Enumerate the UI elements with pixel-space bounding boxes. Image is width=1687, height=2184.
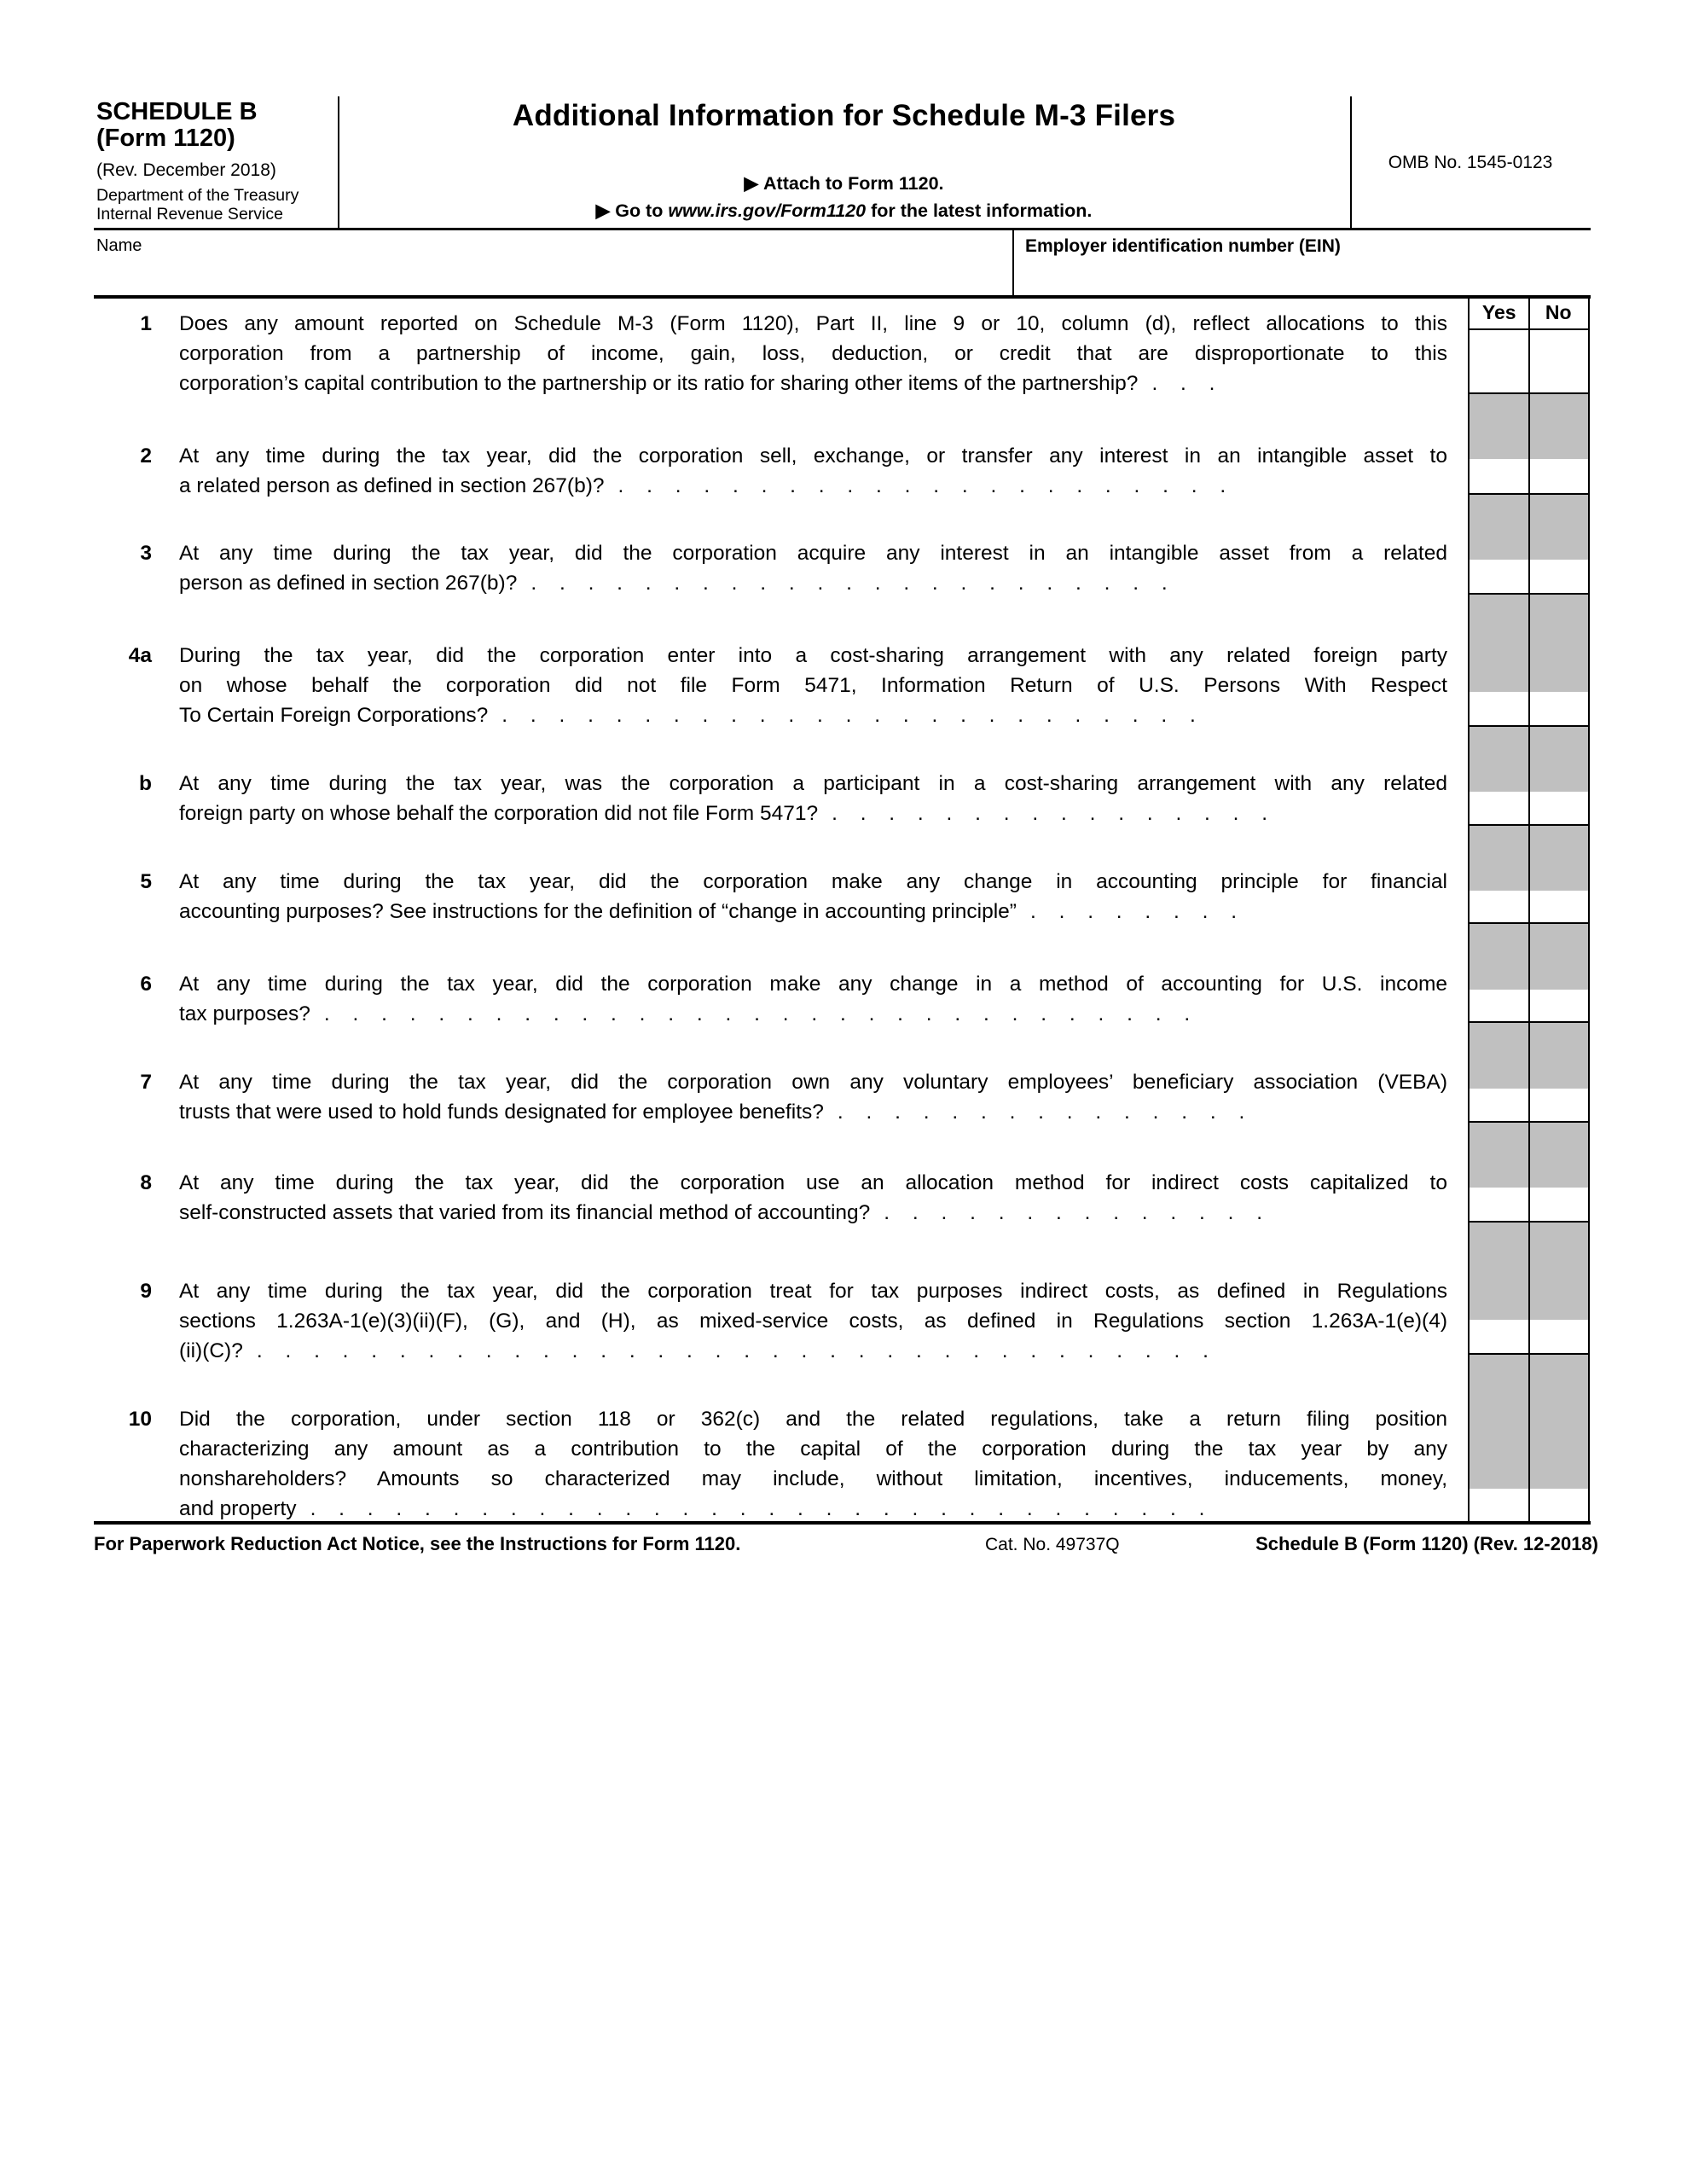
q6-no-cell[interactable] <box>1530 924 1588 1021</box>
paperwork-notice: For Paperwork Reduction Act Notice, see the Instructions for Form 1120. <box>94 1533 741 1554</box>
question-2-line-1: At any time during the tax year, did the corporation sell, exchange, or transfer any interest in an intangible asset to <box>179 444 1447 468</box>
question-9-line-3 <box>179 1336 1447 1366</box>
q1-no-cell[interactable] <box>1530 330 1588 392</box>
question-4a <box>94 641 1447 730</box>
q1-yes-cell[interactable] <box>1470 330 1528 392</box>
question-7-number: 7 <box>140 1071 152 1094</box>
omb-number: OMB No. 1545-0123 <box>1388 153 1553 172</box>
agency-block <box>96 187 335 224</box>
question-4b-line-2 <box>179 799 1447 828</box>
catalog-number: Cat. No. 49737Q <box>985 1535 1120 1554</box>
attach-instruction <box>339 173 1348 195</box>
q4b-no-cell[interactable] <box>1530 727 1588 824</box>
question-4b-text <box>179 769 1447 828</box>
question-5-line-2 <box>179 897 1447 926</box>
yes-column-header: Yes <box>1481 301 1516 323</box>
question-8-number: 8 <box>140 1171 152 1194</box>
irs-url: www.irs.gov/Form1120 <box>668 200 867 221</box>
question-6-number: 6 <box>140 973 152 996</box>
question-9-text <box>179 1276 1447 1366</box>
question-8 <box>94 1168 1447 1228</box>
question-1-line-1: Does any amount reported on Schedule M-3 (Form 1120), Part II, line 9 or 10, column (d), reflect allocations to this <box>179 312 1447 335</box>
name-row-rule <box>94 295 1591 299</box>
question-6-text <box>179 969 1447 1029</box>
q2-no-cell[interactable] <box>1530 394 1588 493</box>
question-2-number: 2 <box>140 444 152 468</box>
question-4b-last-line-text: foreign party on whose behalf the corporation did not file Form 5471? <box>179 802 819 825</box>
question-1-line-3 <box>179 369 1447 398</box>
footer-form-id: Schedule B (Form 1120) (Rev. 12-2018) <box>1255 1533 1598 1554</box>
question-4a-line-1: During the tax year, did the corporation enter into a cost-sharing arrangement with any related foreign party <box>179 644 1447 667</box>
question-2-line-2 <box>179 471 1447 501</box>
question-3-text <box>179 538 1447 598</box>
q7-no-cell[interactable] <box>1530 1023 1588 1121</box>
q9-yes-cell[interactable] <box>1470 1223 1528 1353</box>
question-10-number: 10 <box>128 1408 152 1431</box>
question-10-line-3: nonshareholders? Amounts so characterized may include, without limitation, incentives, inducements, money, <box>179 1467 1447 1490</box>
question-5 <box>94 867 1447 926</box>
question-4b <box>94 769 1447 828</box>
question-1 <box>94 309 1447 398</box>
agency-line-1: Department of the Treasury <box>96 186 299 205</box>
question-9-line-2: sections 1.263A-1(e)(3)(ii)(F), (G), and (H), as mixed-service costs, as defined in Regulations section 1.263A-1(e)(4) <box>179 1310 1447 1333</box>
question-3-line-2 <box>179 568 1447 598</box>
question-7-text <box>179 1067 1447 1127</box>
question-1-last-line-text: corporation’s capital contribution to the partnership or its ratio for sharing other items of the partnership? <box>179 372 1139 395</box>
question-10-last-line-text: and property <box>179 1497 297 1520</box>
question-6-line-2 <box>179 999 1447 1029</box>
q6-yes-cell[interactable] <box>1470 924 1528 1021</box>
question-10 <box>94 1404 1447 1524</box>
question-4b-line-1: At any time during the tax year, was the corporation a participant in a cost-sharing arrangement with any related <box>179 772 1447 795</box>
question-5-last-line-text: accounting purposes? See instructions for the definition of “change in accounting principle” <box>179 900 1017 923</box>
form-id-block <box>96 99 335 224</box>
goto-instruction <box>339 200 1348 222</box>
dot-leader: . . . . . . . . . . . . . . . . . . . . . . . . . . . . . . . . . . <box>256 1339 1217 1362</box>
question-5-text <box>179 867 1447 926</box>
question-3-line-1: At any time during the tax year, did the corporation acquire any interest in an intangible asset from a related <box>179 542 1447 565</box>
q3-no-cell[interactable] <box>1530 495 1588 593</box>
q4a-yes-cell[interactable] <box>1470 595 1528 725</box>
question-3-number: 3 <box>140 542 152 565</box>
right-arrow-icon: ▶ <box>744 173 759 194</box>
bottom-rule <box>94 1521 1591 1525</box>
question-4a-line-3 <box>179 700 1447 730</box>
question-4b-number: b <box>139 772 152 795</box>
q5-yes-cell[interactable] <box>1470 826 1528 922</box>
question-5-line-1: At any time during the tax year, did the corporation make any change in accounting principle for financial <box>179 870 1447 893</box>
dot-leader: . . . . . . . . . . . . . . . . <box>832 802 1277 825</box>
right-arrow-icon: ▶ <box>595 200 611 221</box>
question-7 <box>94 1067 1447 1127</box>
q2-yes-cell[interactable] <box>1470 394 1528 493</box>
question-4a-number: 4a <box>128 644 152 667</box>
question-8-line-1: At any time during the tax year, did the corporation use an allocation method for indirect costs capitalized to <box>179 1171 1447 1194</box>
dot-leader: . . . . . . . . . . . . . . . . . . . . . . . <box>530 572 1176 595</box>
question-9-last-line-text: (ii)(C)? <box>179 1339 243 1362</box>
yes-no-column <box>1468 299 1590 1521</box>
q8-no-cell[interactable] <box>1530 1123 1588 1221</box>
dot-leader: . . . . . . . . . . . . . . . . . . . . . . . . . . . . . . . . <box>310 1497 1214 1520</box>
question-8-text <box>179 1168 1447 1228</box>
question-10-line-2: characterizing any amount as a contribution to the capital of the corporation during the tax year by any <box>179 1438 1447 1461</box>
q8-yes-cell[interactable] <box>1470 1123 1528 1221</box>
question-6-last-line-text: tax purposes? <box>179 1002 310 1025</box>
dot-leader: . . . <box>1151 372 1224 395</box>
question-2 <box>94 441 1447 501</box>
question-10-text <box>179 1404 1447 1524</box>
q7-yes-cell[interactable] <box>1470 1023 1528 1121</box>
attach-instruction-text: Attach to Form 1120. <box>763 173 944 194</box>
ein-input[interactable] <box>1025 258 1571 293</box>
question-1-number: 1 <box>140 312 152 335</box>
name-input[interactable] <box>96 258 1000 293</box>
dot-leader: . . . . . . . . . . . . . . <box>884 1201 1272 1224</box>
question-6-line-1: At any time during the tax year, did the corporation make any change in a method of accounting for U.S. income <box>179 973 1447 996</box>
q5-no-cell[interactable] <box>1530 826 1588 922</box>
header-rule <box>94 228 1591 230</box>
question-7-line-2 <box>179 1097 1447 1127</box>
name-label: Name <box>96 236 142 255</box>
q3-yes-cell[interactable] <box>1470 495 1528 593</box>
yes-no-column-divider <box>1528 299 1530 1521</box>
question-8-line-2 <box>179 1198 1447 1228</box>
q10-yes-cell[interactable] <box>1470 1355 1528 1521</box>
question-3-last-line-text: person as defined in section 267(b)? <box>179 572 518 595</box>
header-center <box>339 96 1348 222</box>
question-6 <box>94 969 1447 1029</box>
q4b-yes-cell[interactable] <box>1470 727 1528 824</box>
dot-leader: . . . . . . . . <box>1029 900 1246 923</box>
no-column-header: No <box>1545 301 1572 323</box>
question-7-line-1: At any time during the tax year, did the corporation own any voluntary employees’ beneficiary association (VEBA) <box>179 1071 1447 1094</box>
agency-line-2: Internal Revenue Service <box>96 204 283 224</box>
question-2-text <box>179 441 1447 501</box>
question-5-number: 5 <box>140 870 152 893</box>
question-9-line-1: At any time during the tax year, did the corporation treat for tax purposes indirect costs, as defined in Regulations <box>179 1280 1447 1303</box>
dot-leader: . . . . . . . . . . . . . . . . . . . . . . . . . . . . . . . <box>323 1002 1199 1025</box>
question-7-last-line-text: trusts that were used to hold funds designated for employee benefits? <box>179 1101 824 1124</box>
question-3 <box>94 538 1447 598</box>
revision-label: (Rev. December 2018) <box>96 160 276 180</box>
question-4a-line-2: on whose behalf the corporation did not file Form 5471, Information Return of U.S. Persons With Respect <box>179 674 1447 697</box>
q9-no-cell[interactable] <box>1530 1223 1588 1353</box>
dot-leader: . . . . . . . . . . . . . . . . . . . . . . <box>617 474 1235 497</box>
name-ein-divider <box>1012 230 1014 295</box>
question-10-line-4 <box>179 1494 1447 1524</box>
form-number-label: (Form 1120) <box>96 125 235 152</box>
page-title: Additional Information for Schedule M-3 Filers <box>512 99 1176 132</box>
goto-prefix: Go to <box>615 200 669 221</box>
dot-leader: . . . . . . . . . . . . . . . <box>837 1101 1254 1124</box>
ein-label: Employer identification number (EIN) <box>1025 236 1341 256</box>
question-4a-text <box>179 641 1447 730</box>
question-9 <box>94 1276 1447 1366</box>
dot-leader: . . . . . . . . . . . . . . . . . . . . . . . . . <box>501 704 1204 727</box>
question-8-last-line-text: self-constructed assets that varied from its financial method of accounting? <box>179 1201 871 1224</box>
question-4a-last-line-text: To Certain Foreign Corporations? <box>179 704 489 727</box>
question-2-last-line-text: a related person as defined in section 267(b)? <box>179 474 605 497</box>
question-9-number: 9 <box>140 1280 152 1303</box>
question-1-text <box>179 309 1447 398</box>
q10-no-cell[interactable] <box>1530 1355 1588 1521</box>
question-1-line-2: corporation from a partnership of income, gain, loss, deduction, or credit that are disproportionate to this <box>179 342 1447 365</box>
schedule-label: SCHEDULE B <box>96 98 258 125</box>
question-10-line-1: Did the corporation, under section 118 or 362(c) and the related regulations, take a return filing position <box>179 1408 1447 1431</box>
q4a-no-cell[interactable] <box>1530 595 1588 725</box>
goto-suffix: for the latest information. <box>866 200 1093 221</box>
